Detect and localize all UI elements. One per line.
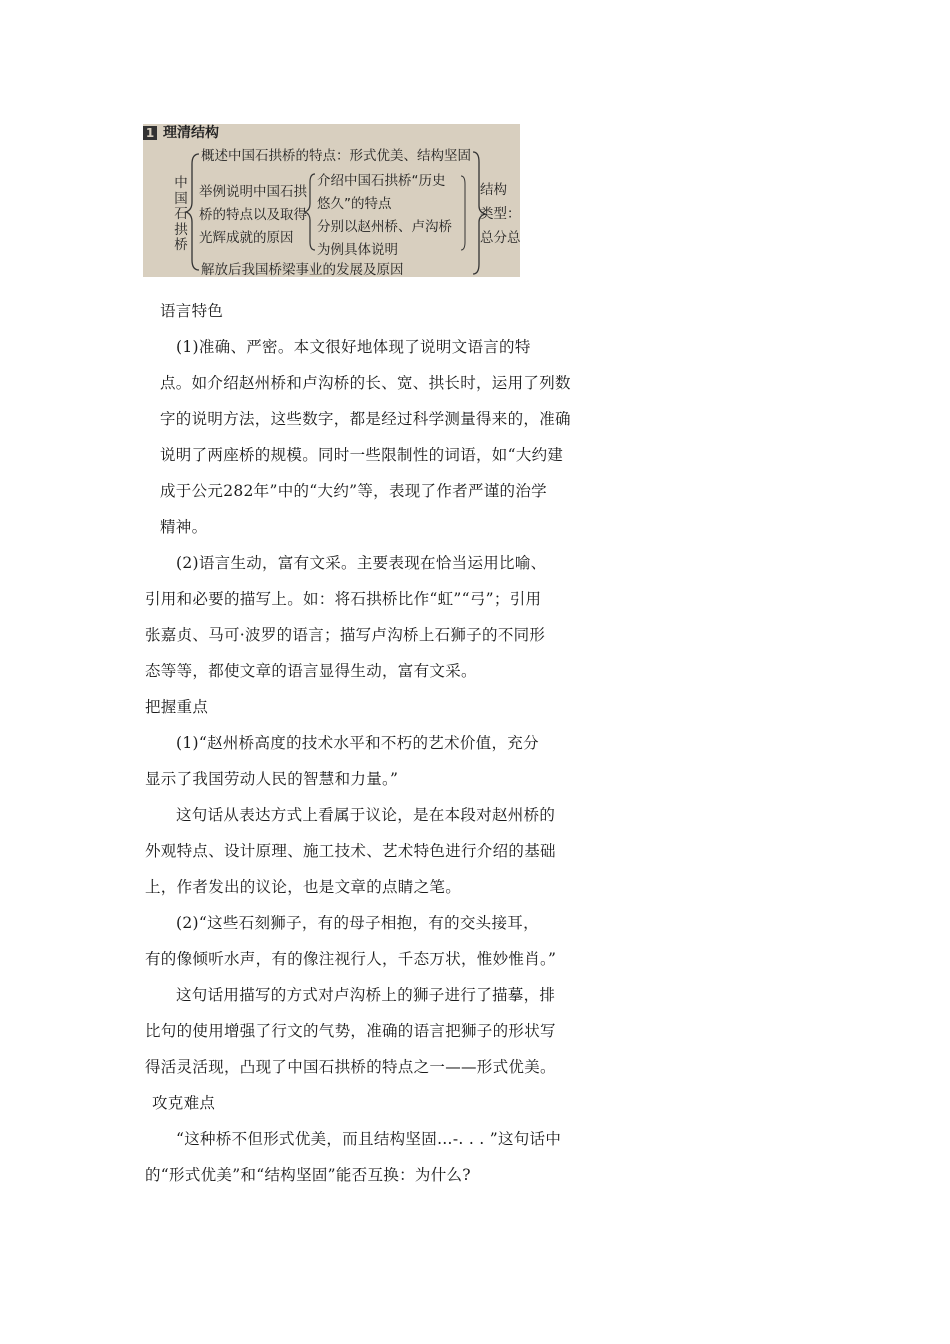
paragraph-line: 引用和必要的描写上。如：将石拱桥比作“虹”“弓”；引用 <box>145 590 542 608</box>
paragraph-line: 态等等，都使文章的语言显得生动，富有文采。 <box>145 662 477 680</box>
figure-right-label-0: 结构 <box>480 182 507 198</box>
structure-figure <box>143 124 520 277</box>
figure-mid-left-2: 光辉成就的原因 <box>199 230 294 246</box>
figure-right-label-1: 类型： <box>480 206 520 222</box>
figure-row-top: 概述中国石拱桥的特点：形式优美、结构坚固 <box>201 148 471 164</box>
paragraph-line: 比句的使用增强了行文的气势，准确的语言把狮子的形状写 <box>145 1022 556 1040</box>
figure-mid-right-2: 分别以赵州桥、卢沟桥 <box>317 219 452 235</box>
paragraph-line: (2)“这些石刻狮子，有的母子相抱，有的交头接耳， <box>176 914 539 932</box>
paragraph-line: 这句话从表达方式上看属于议论，是在本段对赵州桥的 <box>176 806 556 824</box>
vertical-char: 国 <box>174 190 188 207</box>
paragraph-line: 上，作者发出的议论，也是文章的点睛之笔。 <box>145 878 462 896</box>
figure-heading: 理清结构 <box>163 125 219 141</box>
figure-mid-right-3: 为例具体说明 <box>317 242 398 258</box>
vertical-char: 石 <box>174 206 188 222</box>
vertical-char: 拱 <box>174 221 188 238</box>
paragraph-line: (1)“赵州桥高度的技术水平和不朽的艺术价值，充分 <box>176 734 539 752</box>
paragraph-line: 有的像倾听水声，有的像注视行人，千态万状，惟妙惟肖。” <box>145 950 557 968</box>
figure-mid-right-0: 介绍中国石拱桥“历史 <box>317 173 446 189</box>
figure-mid-left-0: 举例说明中国石拱 <box>199 184 307 200</box>
paragraph-line: (1)准确、严密。本文很好地体现了说明文语言的特 <box>176 338 531 356</box>
paragraph-line: 说明了两座桥的规模。同时一些限制性的词语，如“大约建 <box>160 446 564 464</box>
paragraph-line: 张嘉贞、马可·波罗的语言；描写卢沟桥上石狮子的不同形 <box>145 626 546 644</box>
paragraph-line: 成于公元282年”中的“大约”等，表现了作者严谨的治学 <box>160 482 547 500</box>
vertical-char: 桥 <box>174 237 188 253</box>
section-heading-difficult-points: 攻克难点 <box>152 1094 216 1112</box>
section-heading-key-points: 把握重点 <box>145 698 209 716</box>
figure-mid-right-1: 悠久”的特点 <box>317 196 392 212</box>
vertical-char: 中 <box>174 175 188 191</box>
figure-right-label-2: 总分总 <box>480 230 520 246</box>
figure-number: 1 <box>143 126 157 140</box>
paragraph-line: “这种桥不但形式优美，而且结构坚固…-. . . ”这句话中 <box>176 1130 562 1148</box>
paragraph-line: (2)语言生动，富有文采。主要表现在恰当运用比喻、 <box>176 554 547 572</box>
paragraph-line: 显示了我国劳动人民的智慧和力量。” <box>145 770 399 788</box>
section-heading-language-features: 语言特色 <box>160 302 224 320</box>
figure-row-bottom: 解放后我国桥梁事业的发展及原因 <box>201 262 404 277</box>
paragraph-line: 的“形式优美”和“结构坚固”能否互换：为什么? <box>145 1166 471 1184</box>
paragraph-line: 这句话用描写的方式对卢沟桥上的狮子进行了描摹，排 <box>176 986 556 1004</box>
paragraph-line: 外观特点、设计原理、施工技术、艺术特色进行介绍的基础 <box>145 842 556 860</box>
figure-mid-left-1: 桥的特点以及取得 <box>199 207 307 223</box>
paragraph-line: 字的说明方法，这些数字，都是经过科学测量得来的，准确 <box>160 410 571 428</box>
paragraph-line: 精神。 <box>160 518 208 536</box>
paragraph-line: 点。如介绍赵州桥和卢沟桥的长、宽、拱长时，运用了列数 <box>160 374 571 392</box>
paragraph-line: 得活灵活现，凸现了中国石拱桥的特点之一——形式优美。 <box>145 1058 556 1076</box>
